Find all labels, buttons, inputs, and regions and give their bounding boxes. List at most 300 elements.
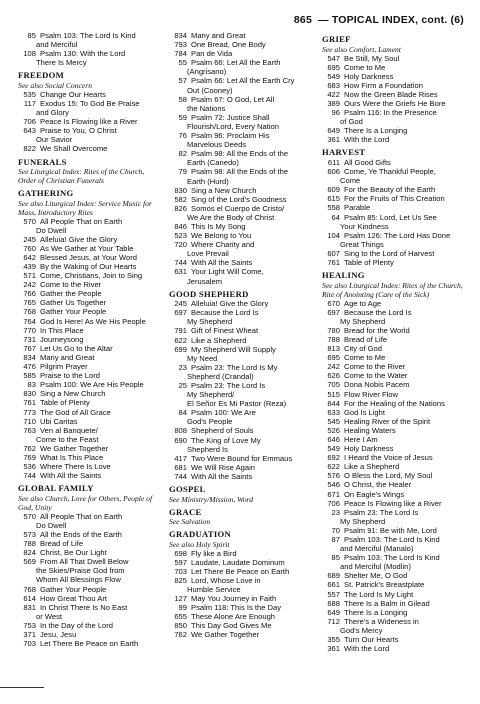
hymn-title: Where Charity and	[191, 240, 255, 250]
entry-line	[322, 362, 466, 371]
hymn-number: 706	[327, 498, 340, 508]
index-entry	[18, 453, 160, 462]
hymn-title: Peace Is Flowing like a River	[40, 117, 138, 127]
hymn-title: May You Journey in Faith	[191, 593, 277, 603]
index-entry	[18, 408, 160, 417]
hymn-title: Gather the People	[40, 289, 102, 299]
page-header	[294, 14, 464, 26]
hymn-title-continued: the Nations	[187, 103, 226, 113]
hymn-number: 104	[327, 230, 340, 240]
hymn-number: 355	[327, 635, 340, 645]
index-entry	[169, 326, 315, 335]
index-entry	[322, 108, 466, 126]
entry-line	[18, 408, 160, 417]
hymn-title-continued: Do Dwell	[36, 225, 67, 235]
page-title: — TOPICAL INDEX, cont. (6)	[318, 14, 464, 26]
index-entry	[169, 49, 315, 58]
hymn-title-continued: Flourish/Lord, Every Nation	[187, 121, 280, 131]
entry-line	[322, 644, 466, 653]
entry-line	[322, 135, 466, 144]
hymn-title-continued: Do Dwell	[36, 520, 67, 530]
hymn-title: Sing a New Church	[40, 389, 106, 399]
entry-line	[169, 76, 315, 85]
index-entry	[169, 231, 315, 240]
entry-line	[322, 81, 466, 90]
hymn-title: I Heard the Voice of Jesus	[344, 453, 433, 463]
hymn-title: These Alone Are Enough	[191, 612, 276, 622]
hymn-number: 764	[23, 316, 36, 326]
index-entry	[18, 31, 160, 49]
cross-reference: See Salvation	[169, 517, 211, 526]
entry-line	[322, 380, 466, 389]
index-entry	[18, 280, 160, 289]
hymn-title-continued: Come to the Feast	[36, 434, 99, 444]
index-entry	[18, 326, 160, 335]
hymn-number: 695	[327, 62, 340, 72]
entry-line	[169, 603, 315, 612]
hymn-title: Where There Is Love	[40, 462, 111, 472]
hymn-number: 85	[27, 31, 36, 40]
entry-line	[322, 426, 466, 435]
index-entry	[169, 612, 315, 621]
hymn-number: 245	[23, 234, 36, 244]
hymn-title: The God of All Grace	[40, 407, 111, 417]
entry-line	[322, 635, 466, 644]
hymn-number: 670	[327, 298, 340, 308]
entry-line	[322, 108, 466, 117]
index-column-3	[322, 31, 466, 653]
hymn-number: 695	[327, 353, 340, 363]
hymn-title: All People That on Earth	[40, 511, 123, 521]
hymn-title: For the Fruits of This Creation	[344, 194, 445, 204]
cross-reference: See Liturgical Index: Rites of the Church, Order of Christian Funerals	[18, 167, 145, 186]
hymn-title: Praise to You, O Christ	[40, 126, 117, 136]
index-entry	[18, 621, 160, 630]
hymn-number: 609	[327, 185, 340, 195]
entry-line	[169, 95, 315, 104]
hymn-title: Psalm 98: All the Ends of the	[191, 149, 289, 159]
section-heading: FUNERALS	[18, 156, 67, 167]
hymn-title: Praise to the Lord	[40, 371, 100, 381]
hymn-number: 83	[27, 380, 36, 390]
hymn-number: 615	[327, 194, 340, 204]
hymn-title-continued: or West	[36, 611, 63, 621]
hymn-title-continued: and Glory	[36, 108, 69, 118]
hymn-title: Table of Plenty	[344, 257, 394, 267]
entry-line	[18, 594, 160, 603]
hymn-title-continued: Marvelous Deeds	[187, 140, 247, 150]
hymn-title: Gather Your People	[40, 307, 107, 317]
hymn-number: 99	[178, 603, 187, 613]
entry-line	[18, 530, 160, 539]
index-entry	[322, 213, 466, 231]
hymn-title-continued: and Merciful (Modlin)	[340, 562, 411, 572]
hymn-title: Jesu, Jesu	[40, 629, 77, 639]
hymn-title: Fly like a Bird	[191, 548, 237, 558]
hymn-title-continued: God's Mercy	[340, 625, 383, 635]
section-heading: GRIEF	[322, 34, 351, 44]
index-entry	[322, 471, 466, 480]
entry-line	[322, 499, 466, 508]
hymn-title: There Is a Balm in Gilead	[344, 598, 430, 608]
entry-line	[18, 280, 160, 289]
section-heading: GOSPEL	[169, 484, 206, 494]
index-entry	[322, 158, 466, 167]
entry-line	[18, 253, 160, 262]
index-entry	[18, 630, 160, 639]
hymn-number: 25	[178, 380, 187, 390]
index-entry	[322, 590, 466, 599]
entry-line	[18, 362, 160, 371]
index-entry	[322, 326, 466, 335]
entry-line	[322, 167, 466, 176]
hymn-title: Let There Be Peace on Earth	[40, 639, 139, 649]
entry-line	[322, 158, 466, 167]
index-entry	[322, 635, 466, 644]
entry-line	[169, 149, 315, 158]
entry-line	[169, 299, 315, 308]
index-entry	[18, 639, 160, 648]
hymn-number: 536	[23, 462, 36, 472]
index-entry	[18, 217, 160, 235]
hymn-number: 361	[327, 644, 340, 654]
hymn-number: 57	[178, 76, 187, 86]
hymn-title: For the Healing of the Nations	[344, 398, 445, 408]
index-entry	[322, 571, 466, 580]
entry-line	[18, 289, 160, 298]
index-entry	[322, 417, 466, 426]
index-entry	[322, 203, 466, 212]
index-entry	[18, 49, 160, 67]
entry-line	[18, 235, 160, 244]
index-entry	[18, 530, 160, 539]
hymn-title: Shelter Me, O God	[344, 571, 408, 581]
index-entry	[18, 117, 160, 126]
index-entry	[322, 167, 466, 185]
hymn-title: Sing a New Church	[191, 185, 257, 195]
hymn-number: 85	[331, 553, 340, 563]
entry-line	[18, 353, 160, 362]
index-entry	[322, 490, 466, 499]
hymn-number: 744	[23, 471, 36, 481]
index-entry	[169, 472, 315, 481]
hymn-number: 582	[174, 194, 187, 204]
hymn-title: Flow River Flow	[344, 389, 399, 399]
hymn-number: 82	[178, 149, 187, 159]
hymn-title: Psalm 103: The Lord Is Kind	[40, 31, 136, 40]
entry-line	[18, 317, 160, 326]
entry-line	[169, 594, 315, 603]
entry-line	[322, 508, 466, 517]
hymn-title: There Is a Longing	[344, 126, 408, 136]
index-entry	[169, 454, 315, 463]
hymn-title: Healing Waters	[344, 425, 396, 435]
entry-line	[18, 557, 160, 566]
index-entry	[322, 599, 466, 608]
index-entry	[169, 222, 315, 231]
hymn-number: 661	[327, 580, 340, 590]
entry-line	[18, 548, 160, 557]
entry-line	[18, 126, 160, 135]
hymn-title: Sing of the Lord's Goodness	[191, 194, 287, 204]
entry-line	[169, 336, 315, 345]
entry-line	[169, 204, 315, 213]
index-entry	[18, 585, 160, 594]
index-entry	[169, 549, 315, 558]
entry-line	[18, 512, 160, 521]
hymn-title: Psalm 23: The Lord Is My	[191, 362, 278, 372]
index-entry	[322, 126, 466, 135]
hymn-number: 87	[331, 535, 340, 544]
index-entry	[169, 186, 315, 195]
entry-line	[322, 185, 466, 194]
hymn-title: Psalm 100: We Are	[191, 408, 256, 418]
hymn-title: Psalm 66: Let All the Earth	[191, 58, 281, 68]
hymn-number: 697	[327, 307, 340, 317]
hymn-number: 761	[327, 257, 340, 267]
hymn-title-continued: Great Things	[340, 239, 384, 249]
hymn-number: 753	[23, 620, 36, 630]
hymn-number: 681	[174, 462, 187, 472]
index-entry	[169, 381, 315, 408]
hymn-number: 611	[327, 157, 340, 167]
hymn-title: Come, Ye Thankful People,	[344, 167, 436, 177]
hymn-title: Psalm 130: With the Lord	[40, 49, 126, 59]
cross-reference: See Ministry/Mission, Word	[169, 494, 254, 504]
hymn-number: 127	[174, 593, 187, 603]
entry-line	[169, 630, 315, 639]
entry-line	[18, 49, 160, 58]
hymn-number: 766	[23, 289, 36, 299]
hymn-title-continued: My Need	[187, 353, 218, 363]
hymn-number: 515	[327, 389, 340, 399]
hymn-number: 371	[23, 629, 36, 639]
entry-line	[322, 490, 466, 499]
index-entry	[322, 480, 466, 489]
entry-line	[18, 603, 160, 612]
entry-line	[18, 444, 160, 453]
index-entry	[18, 462, 160, 471]
hymn-title: Parable	[344, 203, 371, 213]
index-entry	[169, 558, 315, 567]
hymn-number: 549	[327, 444, 340, 454]
hymn-title: Age to Age	[344, 298, 382, 308]
hymn-title: Psalm 23: The Lord Is	[191, 380, 266, 390]
hymn-title-continued: My Shepherd/	[187, 390, 235, 400]
entry-line	[322, 453, 466, 462]
entry-line	[322, 526, 466, 535]
hymn-number: 569	[23, 557, 36, 567]
index-entry	[18, 253, 160, 262]
hymn-title-continued: El Señor Es Mi Pastor (Reza)	[187, 399, 287, 409]
index-entry	[18, 594, 160, 603]
entry-line	[322, 371, 466, 380]
hymn-number: 585	[23, 371, 36, 381]
index-entry	[322, 435, 466, 444]
entry-line	[322, 590, 466, 599]
entry-line	[322, 608, 466, 617]
hymn-number: 655	[174, 612, 187, 622]
index-entry	[322, 353, 466, 362]
hymn-number: 744	[174, 471, 187, 481]
hymn-title: In Christ There Is No East	[40, 602, 128, 612]
hymn-number: 793	[174, 40, 187, 50]
hymn-title: Like a Shepherd	[191, 335, 247, 345]
index-entry	[18, 335, 160, 344]
hymn-number: 788	[327, 334, 340, 344]
entry-line	[18, 335, 160, 344]
cross-reference: See also Comfort, Lament	[322, 44, 401, 54]
hymn-title: Psalm 66: Let All the Earth Cry	[191, 76, 295, 86]
cross-reference: See also Liturgical Index: Service Music for Mass, Introductory Rites	[18, 198, 152, 217]
entry-line	[18, 144, 160, 153]
hymn-number: 23	[331, 507, 340, 517]
hymn-number: 361	[327, 135, 340, 145]
hymn-title: Alleluia! Give the Glory	[40, 234, 118, 244]
hymn-number: 607	[327, 248, 340, 258]
hymn-number: 834	[174, 31, 187, 40]
hymn-title-continued: My Shepherd	[340, 516, 386, 526]
hymn-title: Ubi Caritas	[40, 416, 78, 426]
entry-line	[322, 194, 466, 203]
hymn-title: Turn Our Hearts	[344, 635, 399, 645]
hymn-title-continued: Whom All Blessings Flow	[36, 575, 121, 585]
section-heading: GRADUATION	[169, 529, 232, 539]
hymn-title-continued: Shepherd Is	[187, 444, 228, 454]
hymn-title: By the Waking of Our Hearts	[40, 262, 137, 271]
hymn-number: 526	[327, 425, 340, 435]
entry-line	[322, 417, 466, 426]
index-entry	[169, 204, 315, 222]
hymn-number: 117	[23, 98, 36, 108]
entry-line	[169, 308, 315, 317]
entry-line	[18, 417, 160, 426]
entry-line	[18, 639, 160, 648]
hymn-title: Psalm 103: The Lord Is Kind	[344, 535, 440, 544]
index-entry	[18, 539, 160, 548]
entry-line	[169, 113, 315, 122]
hymn-title: Many and Great	[191, 31, 246, 40]
index-entry	[169, 40, 315, 49]
hymn-number: 546	[327, 480, 340, 490]
hymn-title: We Shall Overcome	[40, 144, 108, 154]
hymn-title: This Is My Song	[191, 221, 246, 231]
hymn-title: City of God	[344, 344, 382, 354]
entry-line	[169, 231, 315, 240]
hymn-title: There Is a Longing	[344, 607, 408, 617]
entry-line	[322, 63, 466, 72]
hymn-title-continued: Earth (Canedo)	[187, 158, 239, 168]
hymn-number: 767	[23, 343, 36, 353]
index-entry	[18, 126, 160, 144]
hymn-title: Journeysong	[40, 334, 84, 344]
entry-line	[169, 49, 315, 58]
hymn-title: Come to the River	[344, 362, 406, 372]
index-entry	[169, 31, 315, 40]
hymn-title: Psalm 96: Proclaim His	[191, 131, 270, 141]
section-heading: HARVEST	[322, 147, 366, 158]
index-entry	[18, 417, 160, 426]
hymn-number: 850	[174, 621, 187, 631]
entry-line	[18, 298, 160, 307]
index-entry	[322, 553, 466, 571]
hymn-number: 108	[23, 49, 36, 59]
hymn-title-continued: Shepherd (Crandal)	[187, 371, 254, 381]
entry-line	[322, 535, 466, 544]
entry-line	[169, 240, 315, 249]
entry-line	[169, 31, 315, 40]
entry-line	[322, 435, 466, 444]
hymn-number: 744	[174, 258, 187, 268]
hymn-number: 79	[178, 167, 187, 177]
index-column-1	[18, 31, 160, 648]
index-entry	[322, 526, 466, 535]
hymn-number: 763	[23, 425, 36, 435]
entry-line	[169, 58, 315, 67]
entry-line	[18, 471, 160, 480]
page-number: 865	[293, 14, 312, 26]
entry-line	[18, 389, 160, 398]
hymn-title: Peace Is Flowing like a River	[344, 498, 442, 508]
hymn-title: From All That Dwell Below	[40, 557, 129, 567]
index-entry	[322, 444, 466, 453]
hymn-title: Psalm 103: The Lord Is Kind	[344, 553, 440, 563]
index-entry	[18, 380, 160, 389]
index-entry	[169, 576, 315, 594]
hymn-number: 573	[23, 529, 36, 539]
entry-line	[169, 131, 315, 140]
hymn-number: 712	[327, 616, 340, 626]
index-entry	[169, 308, 315, 326]
entry-line	[18, 630, 160, 639]
index-entry	[322, 462, 466, 471]
index-entry	[322, 608, 466, 617]
hymn-number: 768	[23, 584, 36, 594]
hymn-title: In the Day of the Lord	[40, 620, 114, 630]
hymn-number: 768	[23, 307, 36, 317]
hymn-title: Psalm 23: The Lord Is	[344, 507, 419, 517]
hymn-number: 643	[23, 126, 36, 136]
entry-line	[322, 599, 466, 608]
entry-line	[18, 90, 160, 99]
hymn-number: 642	[23, 252, 36, 262]
hymn-number: 706	[23, 117, 36, 127]
index-entry	[169, 426, 315, 435]
hymn-number: 547	[327, 53, 340, 63]
index-entry	[322, 81, 466, 90]
index-entry	[322, 535, 466, 553]
cross-reference: See also Liturgical Index: Rites of the Church, Rite of Anointing (Care of the Sick)	[322, 280, 463, 299]
hymn-title-continued: My Shepherd	[187, 317, 233, 327]
section-heading: GATHERING	[18, 188, 74, 199]
hymn-title-continued: Come	[340, 176, 361, 186]
entry-line	[169, 612, 315, 621]
index-entry	[18, 90, 160, 99]
cross-reference: See also Holy Spirit	[169, 539, 230, 549]
index-entry	[169, 299, 315, 308]
entry-line	[169, 167, 315, 176]
entry-line	[18, 217, 160, 226]
hymn-title: There's a Wideness in	[344, 616, 419, 626]
hymn-title: All the Ends of the Earth	[40, 529, 122, 539]
hymn-number: 576	[327, 471, 340, 481]
entry-line	[322, 471, 466, 480]
hymn-number: 96	[331, 108, 340, 118]
hymn-title: How Firm a Foundation	[344, 80, 423, 90]
hymn-number: 731	[23, 334, 36, 344]
entry-line	[18, 539, 160, 548]
hymn-title: We Gather Together	[40, 443, 109, 453]
